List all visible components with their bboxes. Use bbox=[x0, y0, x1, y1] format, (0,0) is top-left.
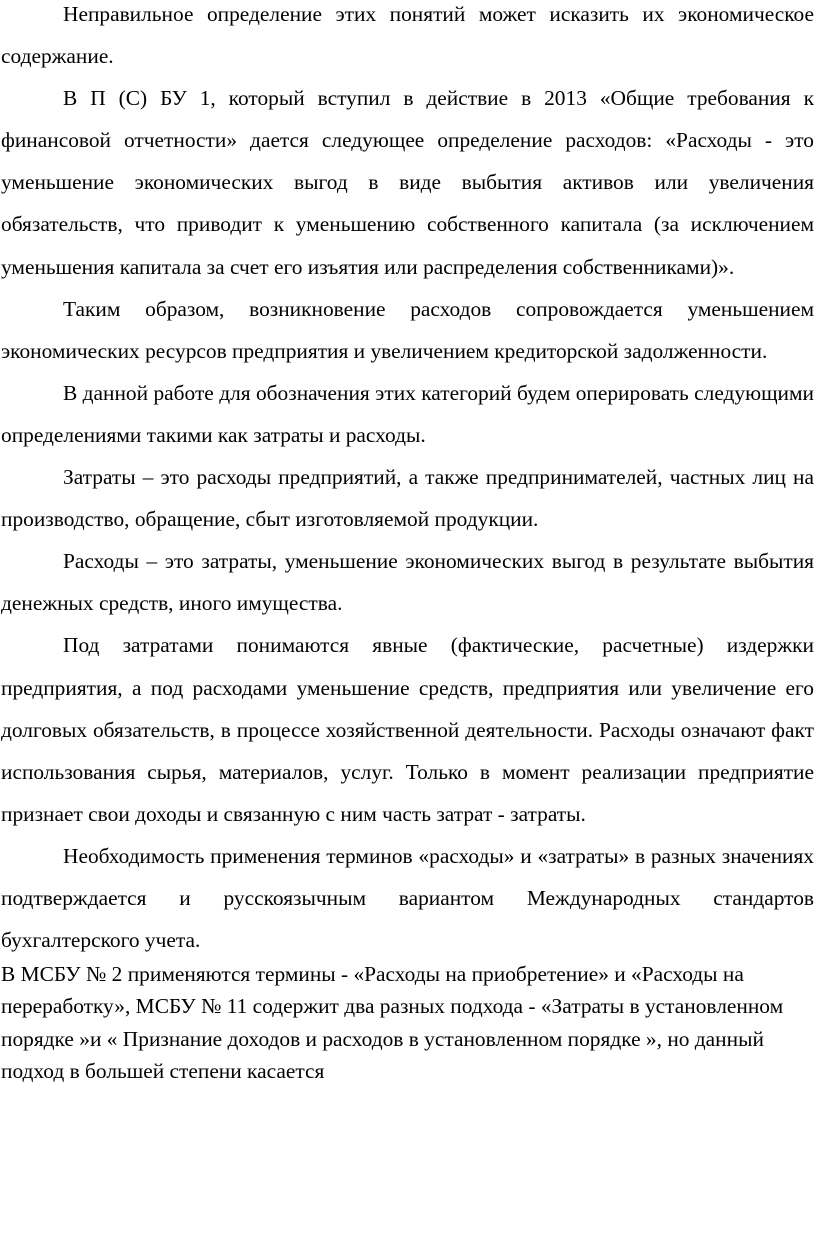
paragraph-4: В данной работе для обозначения этих категорий будем оперировать следующими определениями такими как затраты и расходы. bbox=[1, 380, 814, 447]
paragraph-3: Таким образом, возникновение расходов сопровождается уменьшением экономических ресурсов предприятия и увеличением кредиторской задолженности. bbox=[1, 296, 814, 363]
paragraph-9: В МСБУ № 2 применяются термины - «Расходы на приобретение» и «Расходы на переработку», МСБУ № 11 содержит два разных подхода - «Затраты в установленном порядке »и « Признание доходов и расходов в установленном порядке », но данный подход в большей степени касается bbox=[1, 962, 784, 1084]
paragraph-2: В П (С) БУ 1, который вступил в действие в 2013 «Общие требования к финансовой отчетности» дается следующее определение расходов: «Расходы - это уменьшение экономических выгод в виде выбытия активов или увеличения обязательств, что приводит к уменьшению собственного капитала (за исключением уменьшения капитала за счет его изъятия или распределения собственниками)». bbox=[1, 86, 814, 279]
paragraph-1: Неправильное определение этих понятий может исказить их экономическое содержание. bbox=[1, 2, 814, 69]
paragraph-6: Расходы – это затраты, уменьшение экономических выгод в результате выбытия денежных средств, иного имущества. bbox=[1, 549, 814, 616]
paragraph-8: Необходимость применения терминов «расходы» и «затраты» в разных значениях подтверждается и русскоязычным вариантом Международных стандартов бухгалтерского учета. bbox=[1, 843, 814, 953]
paragraph-5: Затраты – это расходы предприятий, а также предпринимателей, частных лиц на производство, обращение, сбыт изготовляемой продукции. bbox=[1, 465, 814, 532]
paragraph-7: Под затратами понимаются явные (фактические, расчетные) издержки предприятия, а под расходами уменьшение средств, предприятия или увеличение его долговых обязательств, в процессе хозяйственной деятельности. Расходы означают факт использования сырья, материалов, услуг. Только в момент реализации предприятие признает свои доходы и связанную с ним часть затрат - затраты. bbox=[1, 633, 814, 826]
